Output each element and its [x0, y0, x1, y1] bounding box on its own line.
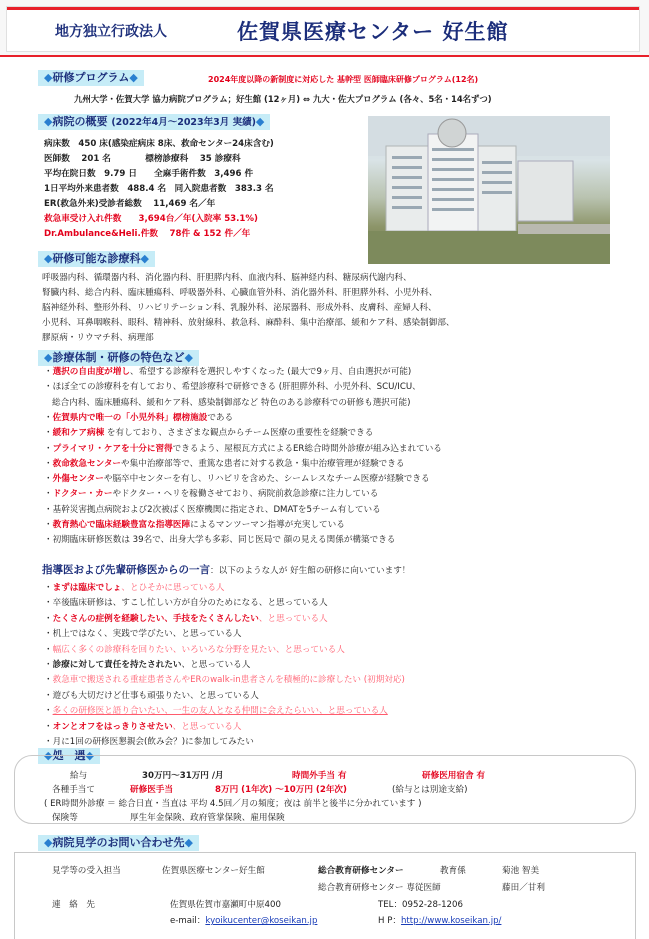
feature-item [52, 398, 410, 409]
feature-highlight: ドクター・カー [52, 489, 113, 500]
feature-item [44, 535, 395, 546]
diamond-icon: ◆ [44, 71, 53, 84]
feature-item [44, 505, 381, 516]
voice-text: 月に1回の研修医懇親会(飲み会？)に参加してみたい [52, 737, 254, 747]
voice-item [44, 629, 242, 640]
bullet-icon: ・ [44, 583, 53, 593]
feature-highlight: 佐賀県内で唯一の「小児外科」標榜施設 [52, 412, 208, 423]
voice-text: 幅広く多くの診療科を回りたい、いろいろな分野を見たい、と思っている人 [52, 644, 345, 655]
voice-item [44, 722, 241, 733]
feature-highlight: プライマリ・ケアを十分に習得 [52, 443, 173, 454]
bullet-icon: ・ [44, 706, 53, 717]
feature-text: である [207, 412, 234, 423]
voice-text: 、と思っている人 [172, 721, 242, 732]
program-note: 2024年度以降の新制度に対応した 基幹型 医師臨床研修プログラム(12名) [208, 75, 479, 84]
section-overview-heading: ◆病院の概要 (2022年4月～2023年3月 実績)◆ [38, 114, 270, 130]
feature-text: 、希望する診療科を選択しやすくなった (最大で9ヶ月、自由選択が可能) [129, 367, 412, 377]
header-rule [0, 55, 649, 57]
voice-text: 、とひそかに思っている人 [121, 583, 225, 593]
bullet-icon: ・ [44, 443, 53, 454]
org-type: 地方独立行政法人 [55, 24, 167, 40]
email-link[interactable]: kyoikucenter@koseikan.jp [205, 916, 318, 926]
feature-highlight: 選択の自由度が増し [52, 367, 130, 377]
voice-highlight: オンとオフをはっきりさせたい [52, 721, 173, 732]
voice-highlight: まずは臨床でしょ [52, 583, 122, 593]
voice-text: 卒後臨床研修は、すこし忙しい方が自分のためになる、と思っている人 [52, 598, 328, 609]
homepage-link[interactable]: http://www.koseikan.jp/ [400, 916, 502, 926]
bullet-icon: ・ [44, 675, 53, 686]
overview-line-5: ER(救急外来)受診者総数 11,469 名／年 [44, 199, 216, 209]
voice-text: 救急車で搬送される重症患者さんやERのwalk-in患者さんを積極的に診療したい (初期対応) [52, 675, 405, 686]
voice-item [44, 583, 225, 594]
voice-item [44, 660, 250, 671]
bullet-icon: ・ [44, 535, 53, 546]
feature-text: 基幹災害拠点病院および2次被ばく医療機関に指定され、DMATを5チーム有している [52, 504, 381, 515]
hospital-building-illustration [368, 116, 610, 264]
voice-highlight: 診療に対して責任を持たされたい [52, 660, 182, 670]
title-bar [6, 6, 640, 52]
voice-item [44, 737, 254, 748]
bullet-icon: ・ [44, 489, 53, 500]
feature-text: できるよう、屋根瓦方式によるER総合時間外診療が組み込まれている [172, 443, 442, 454]
section-features-heading: ◆診療体制・研修の特色など◆ [38, 350, 199, 366]
bullet-icon: ・ [44, 660, 53, 670]
feature-highlight: 外傷センター [52, 474, 104, 485]
overtime-label: 時間外手当 有 [292, 771, 347, 781]
feature-item [44, 428, 373, 439]
feature-item [44, 413, 233, 424]
contact-person-1: 菊池 智美 [502, 866, 540, 876]
feature-item [44, 459, 404, 470]
voice-text: 遊びも大切だけど仕事も頑張りたい、と思っている人 [52, 690, 259, 701]
overview-red-2: Dr.Ambulance&Heli.件数 78件 & 152 件／年 [44, 229, 251, 239]
bullet-icon: ・ [44, 412, 53, 423]
contact-label: 連 絡 先 [52, 900, 95, 910]
contact-email-row: e-mail：kyoikucenter@koseikan.jp [170, 916, 318, 926]
feature-item [44, 489, 378, 500]
feature-text: 総合内科、臨床腫瘍科、緩和ケア科、感染制御部など 特色のある診療科での研修も選択可能) [52, 397, 411, 408]
bullet-icon: ・ [44, 613, 53, 624]
bullet-icon: ・ [44, 598, 53, 609]
feature-highlight: 救命救急センター [52, 458, 122, 469]
voice-text: 多くの研修医と語り合いたい、一生の友人となる仲間に会えたらいい、と思っている人 [52, 706, 388, 717]
bullet-icon: ・ [44, 382, 53, 393]
overview-line-1: 病床数 450 床(感染症病床 8床、救命センター24床含む) [44, 139, 274, 149]
org-name: 佐賀県医療センター 好生館 [237, 20, 509, 44]
allowance-label: 各種手当て [52, 785, 95, 795]
overview-line-4: 1日平均外来患者数 488.4 名 同入院患者数 383.3 名 [44, 184, 274, 194]
contact-dept: 教育係 [440, 866, 466, 876]
voice-text: 、と思っている人 [258, 613, 328, 624]
contact-hospital: 佐賀県医療センター好生館 [162, 866, 265, 876]
voice-text: 、と思っている人 [181, 660, 251, 670]
allowance-note: (給与とは別途支給) [392, 785, 468, 795]
salary-label: 給与 [70, 771, 88, 781]
section-treatment-heading: ◆処 遇◆ [38, 748, 100, 764]
overview-red-1: 救急車受け入れ件数 3,694台／年(入院率 53.1%) [44, 214, 258, 224]
feature-highlight: 緩和ケア病棟 [52, 428, 105, 439]
voice-heading: 指導医および先輩研修医からの一言：以下のような人が 好生館の研修に向いています！ [42, 564, 411, 576]
bullet-icon: ・ [44, 504, 53, 515]
dormitory-label: 研修医用宿舎 有 [422, 771, 486, 781]
bullet-icon: ・ [44, 458, 53, 469]
feature-text: によるマンツーマン指導が充実している [190, 520, 345, 530]
bullet-icon: ・ [44, 690, 53, 701]
program-line: 九州大学・佐賀大学 協力病院プログラム；好生館 (12ヶ月) ⇔ 九大・佐大プログラム (各々、5名・14名ずつ) [74, 94, 492, 104]
feature-item [44, 382, 421, 393]
feature-text: やドクター・ヘリを稼働させており、病院前救急診療に注力している [112, 489, 379, 500]
title-rule-top [7, 7, 639, 10]
hospital-photo [368, 116, 610, 264]
contact-tel: TEL：0952-28-1206 [378, 900, 463, 910]
contact-role: 見学等の受入担当 [52, 866, 121, 876]
contact-center-doctor: 総合教育研修センター 専従医師 [318, 883, 441, 893]
contact-center: 総合教育研修センター [318, 866, 404, 876]
contact-address: 佐賀県佐賀市嘉瀬町中原400 [170, 900, 281, 910]
salary-value: 30万円～31万円 /月 [142, 771, 224, 781]
section-contact-heading: ◆病院見学のお問い合わせ先◆ [38, 835, 199, 851]
bullet-icon: ・ [44, 367, 53, 377]
bullet-icon: ・ [44, 721, 53, 732]
section-depts-heading: ◆研修可能な診療科◆ [38, 251, 155, 267]
feature-text: 初期臨床研修医数は 39名で、出身大学も多彩、同じ医局で 顔の見える関係が構築できる [52, 535, 396, 546]
er-line: ( ER時間外診療 ＝ 総合日直・当直は 平均 4.5回／月の頻度；夜は 前半と後半に分かれています ) [44, 799, 422, 809]
allowance-red: 研修医手当 [130, 785, 173, 795]
voice-item [44, 691, 259, 702]
bullet-icon: ・ [44, 737, 53, 747]
dept-line-4: 小児科、耳鼻咽喉科、眼科、精神科、放射線科、救急科、麻酔科、集中治療部、緩和ケア科、感染制御部、 [42, 318, 455, 328]
insurance-value: 厚生年金保険、政府管掌保険、雇用保険 [130, 813, 285, 823]
voice-text: 机上ではなく、実践で学びたい、と思っている人 [52, 629, 242, 640]
feature-highlight: 教育熱心で臨床経験豊富な指導医陣 [52, 520, 191, 530]
dept-line-3: 脳神経外科、整形外科、リハビリテーション科、乳腺外科、泌尿器科、形成外科、皮膚科、産婦人科、 [42, 303, 437, 313]
section-program-heading: ◆研修プログラム◆ [38, 70, 144, 86]
feature-text: を有しており、さまざまな観点からチーム医療の重要性を経験できる [104, 428, 374, 439]
feature-item [44, 367, 411, 378]
bullet-icon: ・ [44, 428, 53, 439]
voice-item [44, 614, 328, 625]
contact-person-2: 藤田／甘利 [502, 883, 545, 893]
bullet-icon: ・ [44, 644, 53, 655]
voice-highlight: たくさんの症例を経験したい、手技をたくさんしたい [52, 613, 259, 624]
feature-text: や集中治療部等で、重篤な患者に対する救急・集中治療管理が経験できる [121, 458, 405, 469]
insurance-label: 保険等 [52, 813, 78, 823]
bullet-icon: ・ [44, 474, 53, 485]
voice-item [44, 598, 328, 609]
voice-item [44, 645, 345, 656]
feature-item [44, 444, 442, 455]
feature-item [44, 520, 345, 531]
voice-item [44, 706, 388, 717]
overview-line-2: 医師数 201 名 標榜診療科 35 診療科 [44, 154, 241, 164]
bullet-icon: ・ [44, 629, 53, 640]
dept-line-5: 膠原病・リウマチ科、病理部 [42, 333, 154, 343]
dept-line-1: 呼吸器内科、循環器内科、消化器内科、肝胆膵内科、血液内科、脳神経内科、糖尿病代謝内科、 [42, 273, 412, 283]
bullet-icon: ・ [44, 520, 53, 530]
contact-hp-row: H P：http://www.koseikan.jp/ [378, 916, 502, 926]
feature-text: ほぼ全ての診療科を有しており、希望診療科で研修できる (肝胆膵外科、小児外科、SCU/ICU、 [52, 382, 421, 393]
feature-text: や脳卒中センターを有し、リハビリを含めた、シームレスなチーム医療が経験できる [103, 474, 430, 485]
feature-item [44, 474, 430, 485]
diamond-icon: ◆ [129, 71, 138, 84]
dept-line-2: 腎臓内科、総合内科、臨床腫瘍科、呼吸器外科、心臓血管外科、消化器外科、肝胆膵外科、小児外科、 [42, 288, 438, 298]
voice-item [44, 675, 405, 686]
allowance-value: 8万円 (1年次) ～10万円 (2年次) [215, 785, 347, 795]
overview-line-3: 平均在院日数 9.79 日 全麻手術件数 3,496 件 [44, 169, 254, 179]
